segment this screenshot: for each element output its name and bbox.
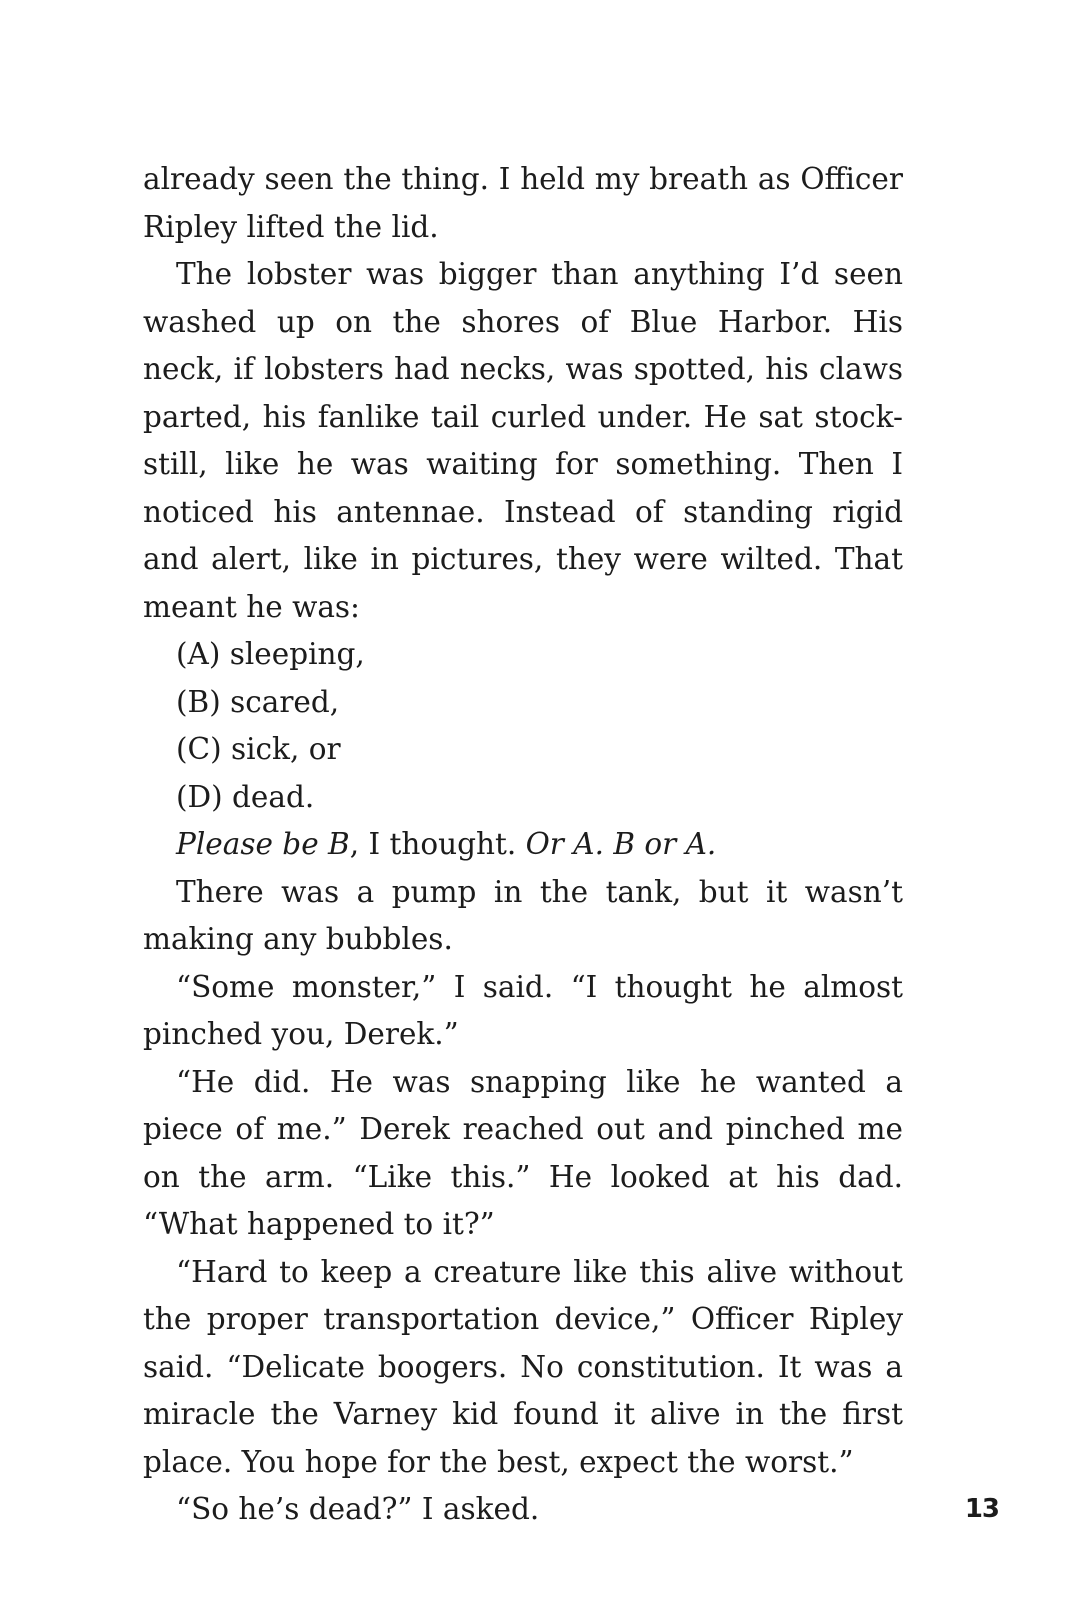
paragraph: “He did. He was snapping like he wanted a piece of me.” Derek reached out and pinched me on the arm. “Like this.” He looked at his dad. “What happened to it?” <box>143 1064 903 1241</box>
list-item: (C) sick, or <box>176 732 341 766</box>
paragraph <box>143 821 903 869</box>
plain-text: , I thought. <box>349 827 526 861</box>
paragraph: The lobster was bigger than anything I’d seen washed up on the shores of Blue Harbor. His neck, if lobsters had necks, was spotted, his claws parted, his fanlike tail curled under. He sat stock-still, like he was waiting for something. Then I noticed his antennae. Instead of standing rigid and alert, like in pictures, they were wilted. That meant he was: <box>143 257 903 624</box>
list-item: (B) scared, <box>176 684 340 719</box>
italic-text: Please be B <box>176 827 350 861</box>
paragraph: There was a pump in the tank, but it wasn’t making any bubbles. <box>143 874 903 956</box>
paragraph: already seen the thing. I held my breath as Officer Ripley lifted the lid. <box>143 162 903 244</box>
italic-text: Or A. B or A. <box>525 827 717 861</box>
paragraph: “Hard to keep a creature like this alive without the proper transportation device,” Officer Ripley said. “Delicate boogers. No constitution. It was a miracle the Varney kid found it alive in the first place. You hope for the best, expect the worst.” <box>143 1254 903 1479</box>
page-number: 13 <box>964 1494 999 1524</box>
paragraph: “So he’s dead?” I asked. <box>176 1492 540 1526</box>
paragraph: “Some monster,” I said. “I thought he almost pinched you, Derek.” <box>143 969 903 1051</box>
body-text <box>143 156 903 1534</box>
list-item: (D) dead. <box>176 779 315 814</box>
list-item: (A) sleeping, <box>176 637 365 671</box>
